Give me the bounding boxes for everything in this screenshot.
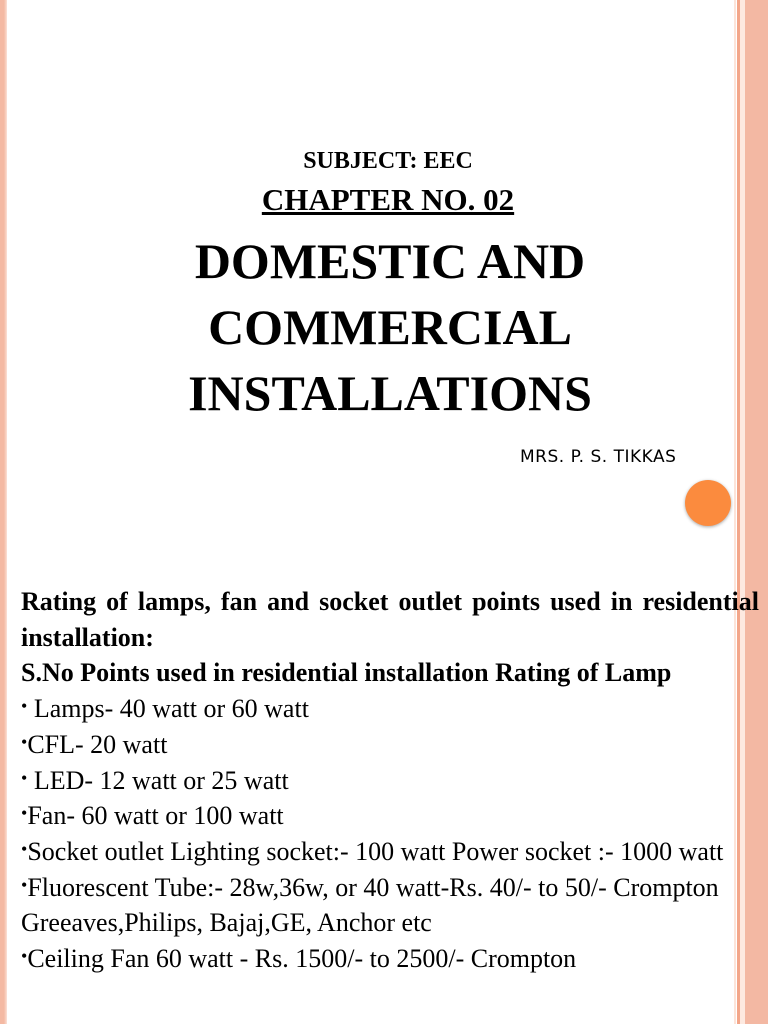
bullet-icon: • (21, 803, 28, 824)
bullet-icon: • (21, 767, 28, 788)
list-item: •Fluorescent Tube:- 28w,36w, or 40 watt-Rs. 40/- to 50/- Crompton Greeaves,Philips, Bajaj,GE, Anchor etc (21, 872, 719, 938)
list-item: • LED- 12 watt or 25 watt (21, 765, 289, 795)
author-name: MRS. P. S. TIKKAS (520, 447, 677, 467)
bullet-icon: • (21, 731, 28, 752)
list-item: •Ceiling Fan 60 watt - Rs. 1500/- to 2500/- Crompton (21, 944, 577, 974)
list-item: •Fan- 60 watt or 100 watt (21, 801, 284, 831)
content-slide (21, 584, 759, 977)
title-line: DOMESTIC AND (194, 233, 586, 289)
bullet-icon: • (21, 946, 28, 967)
bullet-icon: • (21, 838, 28, 859)
chapter-label: CHAPTER NO. 02 (261, 182, 515, 217)
content-heading: Rating of lamps, fan and socket outlet points used in residential installation: (21, 587, 759, 652)
list-item: • Lamps- 40 watt or 60 watt (21, 694, 309, 724)
title-line: INSTALLATIONS (188, 365, 592, 421)
list-item: •CFL- 20 watt (21, 729, 168, 759)
accent-circle (685, 480, 731, 526)
rating-list (21, 691, 759, 977)
subject-label: SUBJECT: EEC (303, 148, 473, 174)
content-subheading: S.No Points used in residential installation Rating of Lamp (21, 658, 672, 688)
bullet-icon: • (21, 874, 28, 895)
list-item: •Socket outlet Lighting socket:- 100 watt Power socket :- 1000 watt (21, 836, 724, 866)
main-title (0, 228, 768, 426)
title-line: COMMERCIAL (208, 299, 572, 355)
bullet-icon: • (21, 696, 28, 717)
